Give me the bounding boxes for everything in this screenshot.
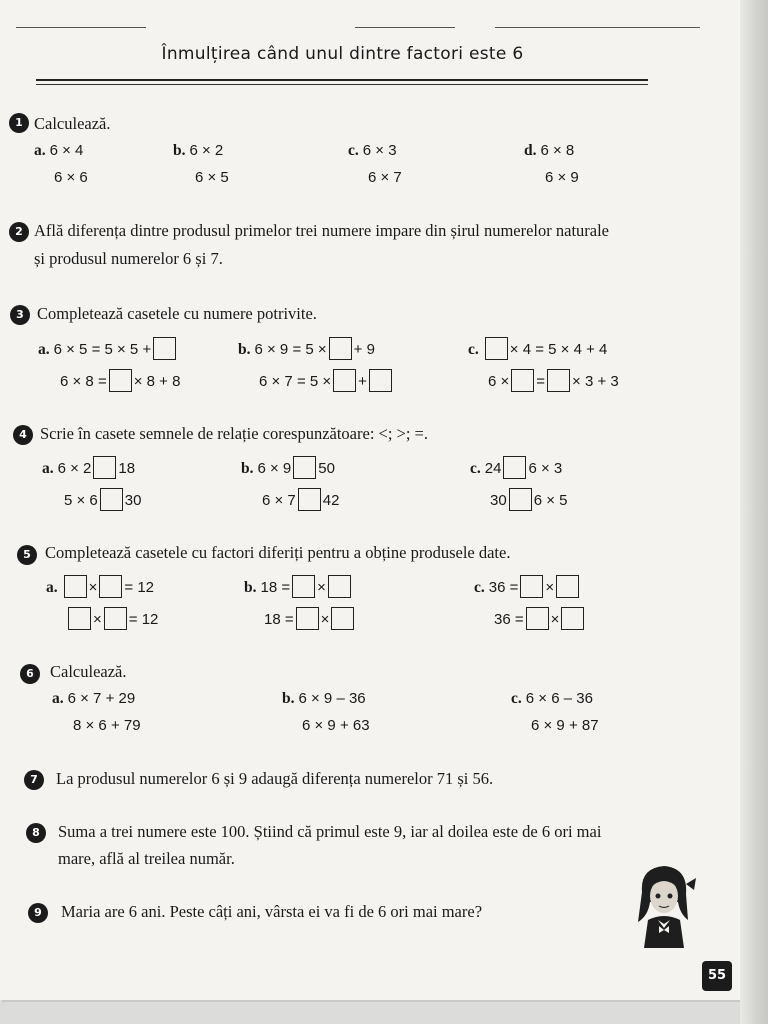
exercise-4-instruction: Scrie în casete semnele de relație corespunzătoare: <; >; =. — [40, 424, 428, 443]
answer-box[interactable] — [556, 575, 579, 598]
exercise-5-instruction: Completează casetele cu factori diferiți pentru a obține produsele date. — [45, 543, 511, 562]
ex1-c-row1: c. 6 × 3 — [348, 142, 397, 159]
ex5-a-row1: a. × = 12 — [46, 575, 154, 598]
ex3-a-row1: a. 6 × 5 = 5 × 5 + — [38, 337, 178, 360]
answer-box[interactable] — [293, 456, 316, 479]
answer-box[interactable] — [561, 607, 584, 630]
exercise-1-instruction: Calculează. — [34, 114, 111, 133]
exercise-5-badge: 5 — [17, 545, 37, 565]
exercise-8-badge: 8 — [26, 823, 46, 843]
page-title: Înmulțirea când unul dintre factori este 6 — [161, 44, 524, 64]
ex5-a-row2: × = 12 — [66, 607, 158, 630]
ex4-c-row1: c. 24 6 × 3 — [470, 456, 562, 479]
answer-box[interactable] — [520, 575, 543, 598]
book-spine-shadow — [740, 0, 768, 1024]
answer-box[interactable] — [511, 369, 534, 392]
answer-box[interactable] — [509, 488, 532, 511]
ex6-b-row1: b. 6 × 9 – 36 — [282, 690, 366, 707]
ex3-b-row2: 6 × 7 = 5 × + — [259, 369, 394, 392]
ex3-c-row1: c. × 4 = 5 × 4 + 4 — [468, 337, 607, 360]
ex1-d-row1: d. 6 × 8 — [524, 142, 575, 159]
ex5-c-row1: c. 36 = × — [474, 575, 581, 598]
ex1-d-row2: 6 × 9 — [545, 169, 579, 186]
ex4-a-row1: a. 6 × 2 18 — [42, 456, 135, 479]
answer-box[interactable] — [292, 575, 315, 598]
answer-box[interactable] — [153, 337, 176, 360]
exercise-9-text: Maria are 6 ani. Peste câți ani, vârsta ei va fi de 6 ori mai mare? — [61, 902, 483, 921]
answer-box[interactable] — [100, 488, 123, 511]
exercise-2-line2: și produsul numerelor 6 și 7. — [34, 249, 223, 268]
answer-box[interactable] — [298, 488, 321, 511]
ex5-c-row2: 36 = × — [494, 607, 586, 630]
answer-box[interactable] — [104, 607, 127, 630]
exercise-6-badge: 6 — [20, 664, 40, 684]
exercise-2-line1: Află diferența dintre produsul primelor trei numere impare din șirul numerelor naturale — [34, 221, 610, 240]
ex6-c-row1: c. 6 × 6 – 36 — [511, 690, 593, 707]
exercise-6-instruction: Calculează. — [50, 662, 127, 681]
ex6-b-row2: 6 × 9 + 63 — [302, 717, 370, 734]
ex4-c-row2: 30 6 × 5 — [490, 488, 567, 511]
ex1-a-row2: 6 × 6 — [54, 169, 88, 186]
top-rule-left — [16, 27, 146, 28]
answer-box[interactable] — [369, 369, 392, 392]
ex1-c-label: c. — [348, 142, 359, 159]
exercise-4-badge: 4 — [13, 425, 33, 445]
answer-box[interactable] — [547, 369, 570, 392]
ex3-c-row2: 6 × = × 3 + 3 — [488, 369, 619, 392]
exercise-3-instruction: Completează casetele cu numere potrivite. — [37, 304, 317, 323]
exercise-9-badge: 9 — [28, 903, 48, 923]
ex5-b-row1: b. 18 = × — [244, 575, 353, 598]
ex1-a-label: a. — [34, 142, 46, 159]
ex6-c-row2: 6 × 9 + 87 — [531, 717, 599, 734]
ex3-a-row2: 6 × 8 = × 8 + 8 — [60, 369, 180, 392]
title-underline — [36, 79, 648, 81]
title-underline-thin — [36, 84, 648, 85]
ex4-b-row2: 6 × 7 42 — [262, 488, 339, 511]
ex1-d-label: d. — [524, 142, 537, 159]
answer-box[interactable] — [331, 607, 354, 630]
ex1-b-label: b. — [173, 142, 186, 159]
ex1-b-row2: 6 × 5 — [195, 169, 229, 186]
girl-illustration — [628, 862, 698, 950]
exercise-8-line1: Suma a trei numere este 100. Știind că primul este 9, iar al doilea este de 6 ori mai — [58, 822, 602, 841]
page-number: 55 — [702, 961, 732, 991]
answer-box[interactable] — [333, 369, 356, 392]
ex4-b-row1: b. 6 × 9 50 — [241, 456, 335, 479]
answer-box[interactable] — [329, 337, 352, 360]
answer-box[interactable] — [99, 575, 122, 598]
ex1-b-row1: b. 6 × 2 — [173, 142, 224, 159]
ex6-a-row1: a. 6 × 7 + 29 — [52, 690, 136, 707]
answer-box[interactable] — [64, 575, 87, 598]
answer-box[interactable] — [503, 456, 526, 479]
ex3-b-row1: b. 6 × 9 = 5 × + 9 — [238, 337, 375, 360]
answer-box[interactable] — [109, 369, 132, 392]
exercise-1-badge: 1 — [9, 113, 29, 133]
ex5-b-row2: 18 = × — [264, 607, 356, 630]
answer-box[interactable] — [485, 337, 508, 360]
top-rule-middle — [355, 27, 455, 28]
answer-box[interactable] — [296, 607, 319, 630]
exercise-2-badge: 2 — [9, 222, 29, 242]
answer-box[interactable] — [93, 456, 116, 479]
exercise-7-badge: 7 — [24, 770, 44, 790]
answer-box[interactable] — [68, 607, 91, 630]
top-rule-right — [495, 27, 700, 28]
exercise-7-text: La produsul numerelor 6 și 9 adaugă diferența numerelor 71 și 56. — [56, 769, 494, 788]
ex1-c-row2: 6 × 7 — [368, 169, 402, 186]
answer-box[interactable] — [328, 575, 351, 598]
answer-box[interactable] — [526, 607, 549, 630]
ex6-a-row2: 8 × 6 + 79 — [73, 717, 141, 734]
ex1-a-row1: a. 6 × 4 — [34, 142, 84, 159]
exercise-8-line2: mare, află al treilea număr. — [58, 849, 235, 868]
ex4-a-row2: 5 × 6 30 — [64, 488, 141, 511]
exercise-3-badge: 3 — [10, 305, 30, 325]
